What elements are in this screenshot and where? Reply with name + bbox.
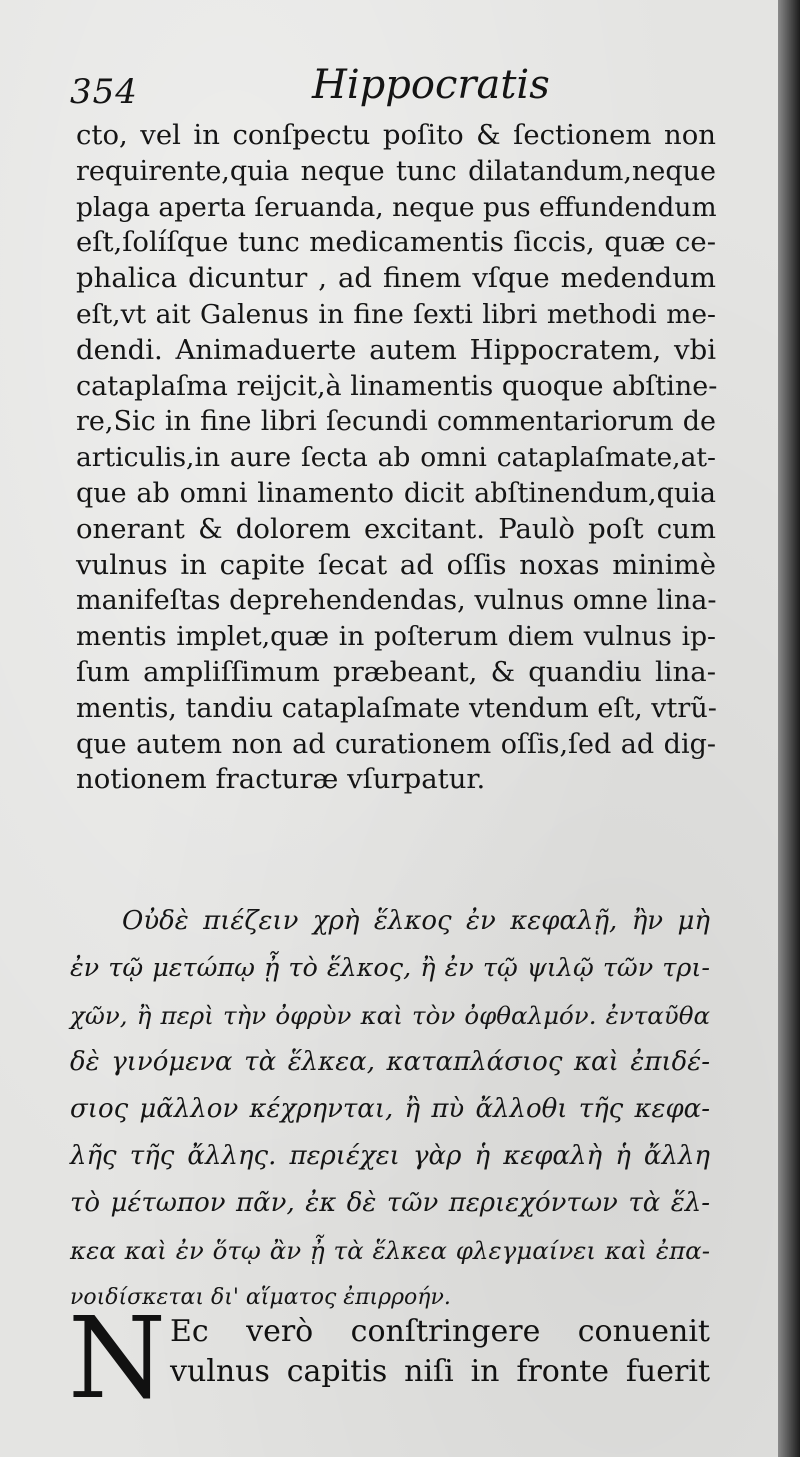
text-line: phalica dicuntur , ad finem vſque medendum [76,262,716,295]
text-line: Ec verò conſtringere conuenit [170,1314,710,1349]
text-line: re,Sic in fine libri ſecundi commentariorum de [76,406,716,438]
text-line: mentis, tandiu cataplaſmate vtendum eſt, vtrũ- [76,692,717,724]
greek-line: κεα καὶ ἐν ὅτῳ ἂν ᾖ τὰ ἕλκεα φλεγμαίνει καὶ ἐπα- [70,1236,710,1265]
text-line: eſt,ſolíſque tunc medicamentis ſiccis, quæ ce- [76,226,716,259]
text-line: plaga aperta ſeruanda, neque pus effundendum [76,191,717,223]
running-head: Hippocratis [312,62,550,108]
greek-line: Οὐδὲ πιέζειν χρὴ ἕλκος ἐν κεφαλῇ, ἢν μὴ [122,906,710,936]
greek-line: τὸ μέτωπον πᾶν, ἐκ δὲ τῶν περιεχόντων τὰ ἕλ- [70,1188,710,1218]
greek-line: χῶν, ἢ περὶ τὴν ὀφρὺν καὶ τὸν ὀφθαλμόν. ἐνταῦθα [70,1001,710,1030]
text-line: manifeſtas deprehendendas, vulnus omne lina- [76,585,717,617]
text-line: cataplaſma reijcit,à linamentis quoque abſtine- [76,370,718,402]
text-line: vulnus in capite ſecat ad oſſis noxas minimè [76,548,716,581]
drop-cap: N [68,1294,166,1424]
greek-line: λῆς τῆς ἄλλης. περιέχει γὰρ ἡ κεφαλὴ ἡ ἄλλη [70,1141,710,1171]
text-line: notionem fracturæ vſurpatur. [76,763,486,796]
next-paragraph [170,1312,710,1392]
page-number: 354 [70,72,138,112]
greek-passage [70,898,710,1321]
text-line: cto, vel in conſpectu poſito & ſectionem non [76,119,716,151]
text-line: vulnus capitis niſi in fronte fuerit [170,1354,710,1389]
greek-line: ἐν τῷ μετώπῳ ᾖ τὸ ἕλκος, ἢ ἐν τῷ ψιλῷ τῶν τρι- [70,953,710,983]
text-line: dendi. Animaduerte autem Hippocratem, vbi [76,333,716,366]
text-line: eſt,vt ait Galenus in fine ſexti libri methodi me- [76,298,716,330]
text-line: onerant & dolorem excitant. Paulò poſt cum [76,512,716,545]
text-line: articulis,in aure ſecta ab omni cataplaſmate,at- [76,442,716,474]
text-line: mentis implet,quæ in poſterum diem vulnus ip- [76,621,716,653]
text-line: requirente,quia neque tunc dilatandum,neque [76,155,716,187]
greek-line: δὲ γινόμενα τὰ ἕλκεα, καταπλάσιος καὶ ἐπιδέ- [70,1047,710,1077]
latin-commentary [76,118,716,798]
greek-line: νοιδίσκεται δι' αἵματος ἐπιρροήν. [70,1285,451,1310]
page-edge-shadow [778,0,800,1457]
page-header [70,62,710,122]
greek-line: σιος μᾶλλον κέχρηνται, ἢ πὺ ἄλλοθι τῆς κεφα- [70,1094,710,1124]
text-line: que ab omni linamento dicit abſtinendum,quia [76,477,716,509]
text-line: que autem non ad curationem oſſis,ſed ad dig- [76,728,716,760]
text-line: ſum ampliſſimum præbeant, & quandiu lina- [76,655,716,688]
